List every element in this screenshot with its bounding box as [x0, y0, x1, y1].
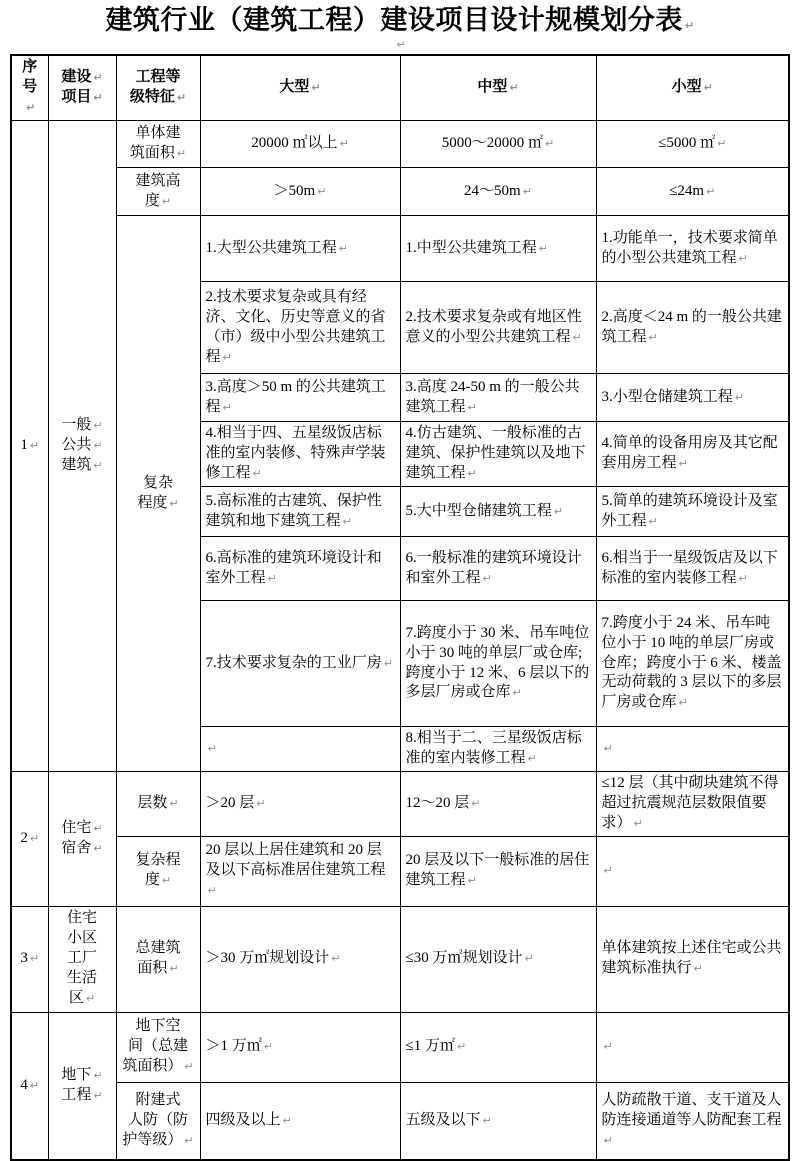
- cell-text: 复杂: [142, 474, 173, 491]
- cell-text: 工程: [61, 1086, 92, 1103]
- paragraph-mark-icon: ↵: [169, 796, 179, 810]
- paragraph-mark-icon: ↵: [734, 390, 744, 404]
- cell-text: 总建筑: [135, 940, 181, 957]
- grade-cell-medium: [400, 422, 596, 487]
- cell-text: 2.高度＜24 m 的一般公共建筑工程: [601, 308, 782, 345]
- paragraph-mark-icon: ↵: [693, 962, 703, 976]
- cell-text: 工程等: [135, 69, 181, 86]
- header-cell-large: [200, 55, 400, 120]
- cell-text: 4.相当于四、五星级饭店标准的室内装修、特殊声学装修工程: [205, 425, 386, 482]
- grade-cell-large: [200, 1012, 400, 1082]
- grade-cell-medium: [400, 836, 596, 906]
- grade-cell-small: [596, 282, 789, 374]
- paragraph-mark-icon: ↵: [338, 241, 348, 255]
- paragraph-mark-icon: ↵: [93, 419, 103, 433]
- cell-text: ＞1 万㎡: [205, 1038, 262, 1055]
- cell-text: 五级及以下: [405, 1111, 481, 1128]
- grade-cell-small: [596, 121, 789, 168]
- cell-text: 7.跨度小于 24 米、吊车吨位小于 10 吨的单层厂房或仓库；跨度小于 6 米、楼盖无动荷载的 3 层以下的多层厂房或仓库: [601, 614, 782, 711]
- cell-text: 3.高度 24-50 m 的一般公共建筑工程: [405, 378, 580, 415]
- cell-text: ≤1 万㎡: [405, 1038, 455, 1055]
- grade-cell-large: [200, 906, 400, 1012]
- table-row: [11, 771, 789, 836]
- cell-text: 6.相当于一星级饭店及以下标准的室内装修工程: [601, 549, 778, 586]
- paragraph-mark-icon: ↵: [527, 751, 537, 765]
- cell-text: ＞20 层: [205, 794, 255, 811]
- paragraph-mark-icon: ↵: [26, 101, 36, 115]
- project-cell: [48, 121, 116, 772]
- grade-cell-medium: [400, 1012, 596, 1082]
- paragraph-mark-icon: ↵: [572, 330, 582, 344]
- cell-text: ≤12 层（其中砌块建筑不得超过抗震规范层数限值要求）: [601, 774, 779, 831]
- cell-text: 生活: [66, 970, 97, 987]
- paragraph-mark-icon: ↵: [161, 874, 172, 888]
- paragraph-mark-icon: ↵: [524, 952, 534, 966]
- grade-cell-medium: [400, 537, 596, 601]
- paragraph-mark-icon: ↵: [383, 656, 393, 670]
- cell-text: 程度: [137, 494, 168, 511]
- paragraph-mark-icon: ↵: [684, 19, 695, 32]
- grade-cell-large: [200, 537, 400, 601]
- grade-cell-large: [200, 168, 400, 216]
- cell-text: 3.小型仓储建筑工程: [601, 388, 733, 405]
- paragraph-mark-icon: ↵: [456, 1040, 467, 1054]
- paragraph-mark-icon: ↵: [648, 514, 658, 528]
- cell-text: 间（总建: [127, 1038, 188, 1055]
- paragraph-mark-icon: ↵: [717, 137, 727, 151]
- row-number-cell: [11, 1012, 48, 1160]
- paragraph-mark-icon: ↵: [522, 184, 532, 198]
- paragraph-mark-icon: ↵: [311, 81, 321, 95]
- grade-cell-medium: [400, 601, 596, 727]
- paragraph-mark-icon: ↵: [222, 350, 232, 364]
- cell-text: 地下空: [135, 1018, 181, 1035]
- grade-cell-medium: [400, 1082, 596, 1160]
- paragraph-mark-icon: ↵: [512, 686, 522, 700]
- feature-cell: [116, 168, 200, 216]
- paragraph-mark-icon: ↵: [738, 571, 748, 585]
- table-row: [11, 836, 789, 906]
- paragraph-mark-icon: ↵: [738, 251, 748, 265]
- paragraph-mark-icon: ↵: [184, 1060, 194, 1074]
- table-row: [11, 1012, 789, 1082]
- paragraph-mark-icon: ↵: [161, 194, 172, 208]
- cell-text: 2.技术要求复杂或具有经济、文化、历史等意义的省（市）级中小型公共建筑工程: [205, 288, 386, 365]
- grade-cell-large: [200, 282, 400, 374]
- feature-cell: [116, 771, 200, 836]
- paragraph-mark-icon: ↵: [603, 741, 613, 755]
- cell-text: 人防疏散干道、支干道及人防连接通道等人防配套工程: [601, 1092, 782, 1128]
- paragraph-mark-icon: ↵: [93, 439, 103, 453]
- cell-text: 四级及以上: [205, 1111, 281, 1128]
- table-row: [11, 216, 789, 282]
- table-row: [11, 168, 789, 216]
- paragraph-mark-icon: ↵: [263, 1040, 273, 1054]
- cell-text: ≤30 万㎡规划设计: [405, 950, 523, 967]
- paragraph-mark-icon: ↵: [706, 184, 716, 198]
- cell-text: 级特征: [129, 89, 175, 106]
- cell-text: 小型: [671, 79, 702, 96]
- grade-cell-large: [200, 216, 400, 282]
- paragraph-mark-icon: ↵: [256, 796, 266, 810]
- table-row: [11, 906, 789, 1012]
- cell-text: 5.大中型仓储建筑工程: [405, 502, 552, 519]
- cell-text: 度: [144, 872, 160, 889]
- paragraph-mark-icon: ↵: [678, 696, 688, 710]
- grade-cell-medium: [400, 168, 596, 216]
- cell-text: 3.高度＞50 m 的公共建筑工程: [205, 378, 386, 415]
- cell-text: 建设: [61, 69, 92, 86]
- page-title-text: 建筑行业（建筑工程）建设项目设计规模划分表: [105, 5, 683, 35]
- cell-text: 1.大型公共建筑工程: [205, 239, 337, 256]
- cell-text: 2: [20, 829, 28, 846]
- cell-text: 8.相当于二、三星级饭店标准的室内装修工程: [405, 730, 582, 766]
- cell-text: 24～50m: [464, 182, 521, 199]
- grade-cell-small: [596, 1082, 789, 1160]
- cell-text: 5.简单的建筑环境设计及室外工程: [601, 492, 778, 529]
- grade-cell-medium: [400, 727, 596, 772]
- grade-cell-small: [596, 537, 789, 601]
- paragraph-mark-icon: ↵: [342, 514, 352, 528]
- paragraph-mark-icon: ↵: [678, 457, 688, 471]
- paragraph-mark-icon: ↵: [603, 864, 613, 878]
- header-row: [11, 55, 789, 120]
- grade-cell-small: [596, 168, 789, 216]
- paragraph-mark-icon: ↵: [467, 874, 477, 888]
- cell-text: 中型: [477, 79, 508, 96]
- grade-cell-large: [200, 836, 400, 906]
- project-cell: [48, 906, 116, 1012]
- paragraph-mark-icon: ↵: [509, 81, 519, 95]
- feature-cell: [116, 1082, 200, 1160]
- cell-text: 面积: [137, 960, 168, 977]
- grade-cell-medium: [400, 216, 596, 282]
- cell-text: 地下: [61, 1067, 92, 1084]
- cell-text: 人防（防: [127, 1111, 188, 1128]
- cell-text: 项目: [61, 89, 92, 106]
- cell-text: 6.高标准的建筑环境设计和室外工程: [205, 549, 382, 586]
- paragraph-mark-icon: ↵: [553, 504, 563, 518]
- paragraph-mark-icon: ↵: [93, 841, 103, 855]
- page-title: [10, 4, 790, 36]
- cell-text: 单体建筑按上述住宅或公共建筑标准执行: [601, 940, 782, 977]
- header-cell-no: [11, 55, 48, 120]
- cell-text: 层数: [137, 794, 168, 811]
- grade-cell-medium: [400, 282, 596, 374]
- cell-text: 3: [20, 950, 28, 967]
- table-row: [11, 1082, 789, 1160]
- cell-text: 建筑: [61, 457, 92, 474]
- grade-cell-medium: [400, 771, 596, 836]
- empty-paragraph: [10, 36, 790, 54]
- cell-text: 12～20 层: [405, 794, 470, 811]
- cell-text: 1: [20, 437, 28, 454]
- paragraph-mark-icon: ↵: [317, 184, 327, 198]
- paragraph-mark-icon: ↵: [169, 496, 179, 510]
- header-cell-medium: [400, 55, 596, 120]
- paragraph-mark-icon: ↵: [603, 1040, 613, 1054]
- paragraph-mark-icon: ↵: [648, 330, 658, 344]
- paragraph-mark-icon: ↵: [222, 400, 232, 414]
- paragraph-mark-icon: ↵: [93, 459, 103, 473]
- paragraph-mark-icon: ↵: [93, 1069, 103, 1083]
- row-number-cell: [11, 771, 48, 906]
- cell-text: 附建式: [135, 1092, 181, 1109]
- grade-cell-small: [596, 771, 789, 836]
- header-cell-feature: [116, 55, 200, 120]
- cell-text: 复杂程: [135, 852, 181, 869]
- paragraph-mark-icon: ↵: [207, 741, 217, 755]
- header-cell-small: [596, 55, 789, 120]
- cell-text: 5000～20000 ㎡: [441, 135, 544, 152]
- paragraph-mark-icon: ↵: [93, 821, 103, 835]
- paragraph-mark-icon: ↵: [545, 137, 555, 151]
- grade-cell-medium: [400, 374, 596, 422]
- cell-text: 2.技术要求复杂或有地区性意义的小型公共建筑工程: [405, 308, 582, 345]
- grade-cell-medium: [400, 906, 596, 1012]
- cell-text: 序: [22, 59, 38, 76]
- feature-cell: [116, 836, 200, 906]
- grade-cell-medium: [400, 121, 596, 168]
- paragraph-mark-icon: ↵: [29, 439, 40, 453]
- paragraph-mark-icon: ↵: [467, 467, 477, 481]
- cell-text: 公共: [61, 437, 92, 454]
- cell-text: 筑面积）: [122, 1058, 183, 1075]
- grade-cell-small: [596, 836, 789, 906]
- cell-text: 4.仿古建筑、一般标准的古建筑、保护性建筑以及地下建筑工程: [405, 425, 586, 482]
- paragraph-mark-icon: ↵: [538, 241, 548, 255]
- table-row: [11, 121, 789, 168]
- grade-cell-small: [596, 1012, 789, 1082]
- feature-cell: [116, 121, 200, 168]
- header-cell-project: [48, 55, 116, 120]
- feature-cell: [116, 216, 200, 772]
- grade-cell-small: [596, 487, 789, 537]
- paragraph-mark-icon: ↵: [331, 952, 341, 966]
- project-cell: [48, 1012, 116, 1160]
- cell-text: 住宅: [66, 910, 97, 927]
- cell-text: ≤5000 ㎡: [658, 135, 716, 152]
- grade-cell-large: [200, 422, 400, 487]
- cell-text: 度: [144, 192, 160, 209]
- cell-text: 大型: [279, 79, 310, 96]
- cell-text: ≤24m: [669, 182, 705, 199]
- paragraph-mark-icon: ↵: [93, 1088, 103, 1102]
- paragraph-mark-icon: ↵: [252, 467, 262, 481]
- cell-text: 4: [20, 1076, 28, 1093]
- grade-cell-large: [200, 1082, 400, 1160]
- grade-cell-medium: [400, 487, 596, 537]
- paragraph-mark-icon: ↵: [471, 796, 481, 810]
- grade-cell-small: [596, 422, 789, 487]
- paragraph-mark-icon: ↵: [93, 91, 103, 105]
- grade-cell-small: [596, 216, 789, 282]
- paragraph-mark-icon: ↵: [93, 71, 103, 85]
- paragraph-mark-icon: ↵: [176, 147, 187, 161]
- cell-text: 号: [22, 79, 38, 96]
- feature-cell: [116, 906, 200, 1012]
- cell-text: 4.简单的设备用房及其它配套用房工程: [601, 435, 778, 472]
- paragraph-mark-icon: ↵: [176, 91, 187, 105]
- paragraph-mark-icon: ↵: [482, 1113, 492, 1127]
- paragraph-mark-icon: ↵: [339, 137, 349, 151]
- paragraph-mark-icon: ↵: [267, 571, 277, 585]
- cell-text: 工厂: [66, 950, 97, 967]
- paragraph-mark-icon: ↵: [169, 962, 179, 976]
- cell-text: 7.技术要求复杂的工业厂房: [205, 654, 382, 671]
- paragraph-mark-icon: ↵: [184, 1133, 194, 1147]
- cell-text: 一般: [61, 417, 92, 434]
- paragraph-mark-icon: ↵: [467, 400, 477, 414]
- paragraph-mark-icon: ↵: [482, 571, 492, 585]
- cell-text: 5.高标准的古建筑、保护性建筑和地下建筑工程: [205, 492, 382, 529]
- paragraph-mark-icon: ↵: [603, 1133, 613, 1147]
- row-number-cell: [11, 121, 48, 772]
- cell-text: 20 层以上居住建筑和 20 层及以下高标准居住建筑工程: [205, 842, 386, 879]
- cell-text: 筑面积: [129, 145, 175, 162]
- cell-text: 小区: [66, 930, 97, 947]
- cell-text: 6.一般标准的建筑环境设计和室外工程: [405, 549, 582, 586]
- cell-text: 7.跨度小于 30 米、吊车吨位小于 30 吨的单层厂或仓库;跨度小于 12 米、6 层以下的多层厂房或仓库: [405, 624, 590, 701]
- paragraph-mark-icon: ↵: [633, 816, 643, 830]
- paragraph-mark-icon: ↵: [29, 1078, 40, 1092]
- project-cell: [48, 771, 116, 906]
- paragraph-mark-icon: ↵: [282, 1113, 292, 1127]
- grade-cell-small: [596, 601, 789, 727]
- paragraph-mark-icon: ↵: [207, 884, 217, 898]
- cell-text: 宿舍: [61, 839, 92, 856]
- cell-text: ＞30 万㎡规划设计: [205, 950, 330, 967]
- grade-cell-large: [200, 121, 400, 168]
- paragraph-mark-icon: ↵: [29, 952, 40, 966]
- cell-text: 1.功能单一，技术要求简单的小型公共建筑工程: [601, 229, 778, 266]
- grade-cell-small: [596, 374, 789, 422]
- grade-cell-small: [596, 727, 789, 772]
- cell-text: 20 层及以下一般标准的居住建筑工程: [405, 852, 590, 889]
- grade-cell-large: [200, 374, 400, 422]
- grade-cell-large: [200, 601, 400, 727]
- grade-cell-small: [596, 906, 789, 1012]
- cell-text: 建筑高: [135, 172, 181, 189]
- paragraph-mark-icon: ↵: [29, 831, 40, 845]
- grade-cell-large: [200, 487, 400, 537]
- cell-text: ＞50m: [273, 182, 316, 199]
- paragraph-mark-icon: ↵: [396, 38, 406, 52]
- cell-text: 住宅: [61, 819, 92, 836]
- paragraph-mark-icon: ↵: [703, 81, 713, 95]
- cell-text: 护等级）: [122, 1131, 183, 1148]
- grade-cell-large: [200, 727, 400, 772]
- feature-cell: [116, 1012, 200, 1082]
- paragraph-mark-icon: ↵: [85, 992, 96, 1006]
- classification-table: [10, 54, 790, 1161]
- cell-text: 1.中型公共建筑工程: [405, 239, 537, 256]
- cell-text: 20000 ㎡以上: [251, 135, 338, 152]
- cell-text: 区: [68, 990, 84, 1007]
- grade-cell-large: [200, 771, 400, 836]
- row-number-cell: [11, 906, 48, 1012]
- cell-text: 单体建: [135, 125, 181, 142]
